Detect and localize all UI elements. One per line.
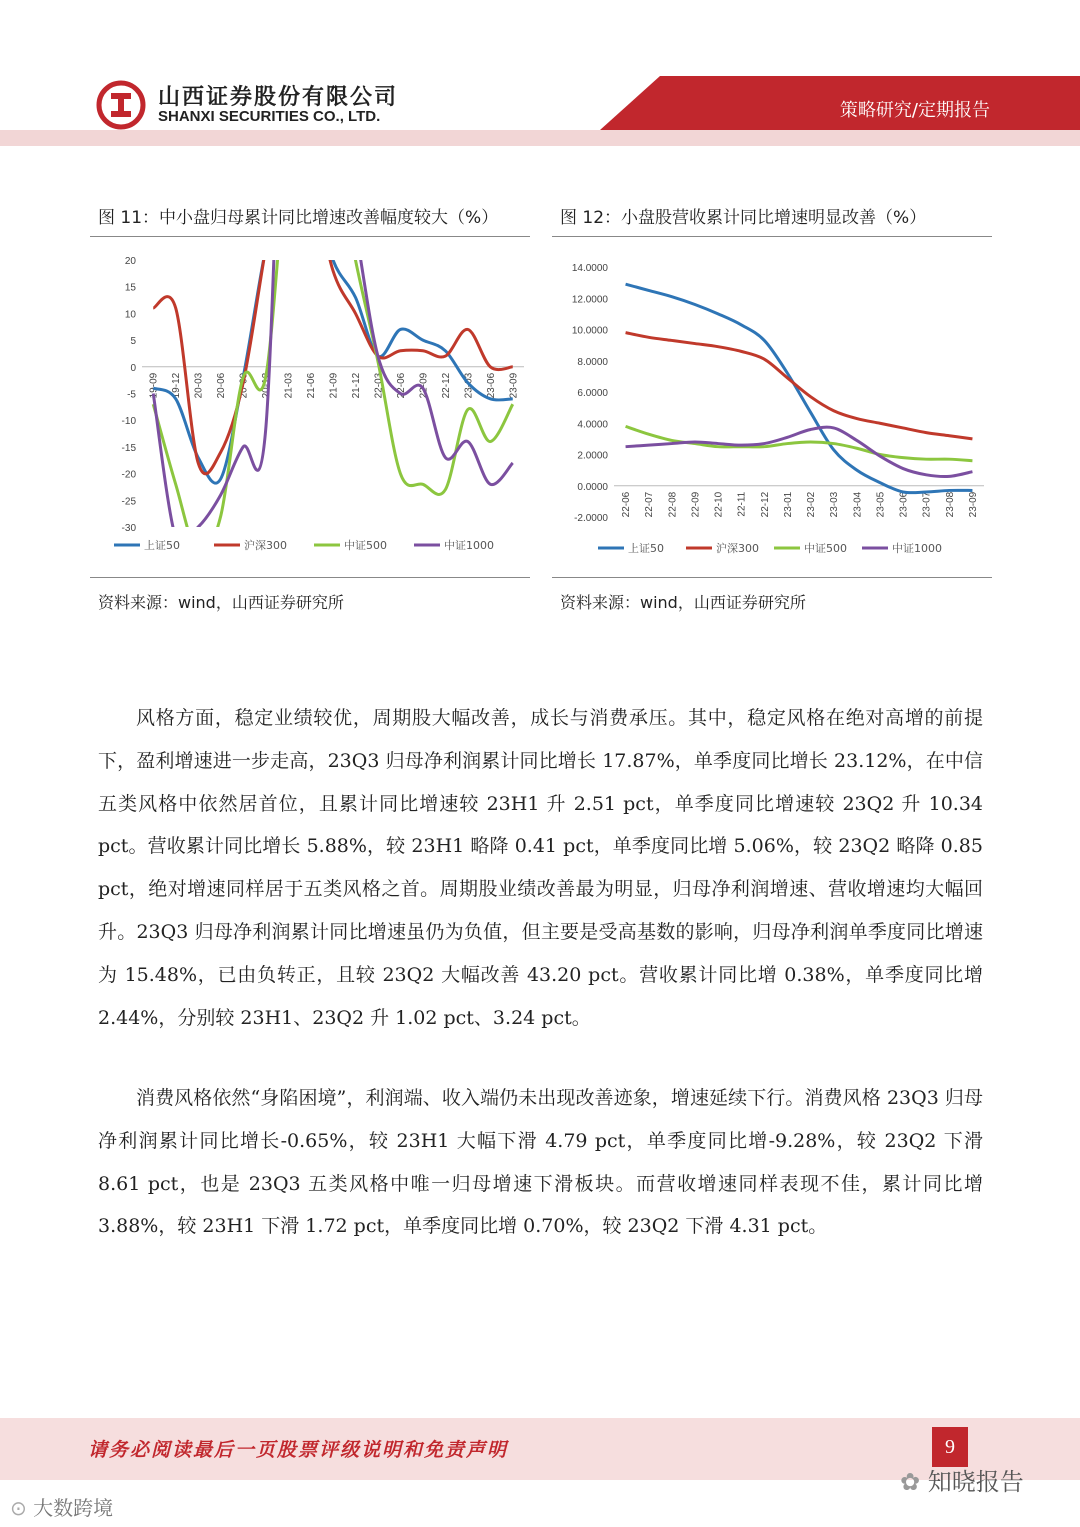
legend-label: 沪深300 [244,539,287,552]
figure-title: 图 12：小盘股营收累计同比增速明显改善（%） [552,200,992,237]
x-tick-label: 23-07 [921,491,933,518]
x-tick-label: 23-03 [463,372,475,399]
y-tick-label: 8.0000 [577,356,608,368]
legend-label: 中证1000 [444,539,494,552]
x-tick-label: 23-09 [967,491,979,518]
x-tick-label: 23-04 [852,491,864,518]
y-tick-label: 12.0000 [571,294,608,306]
watermark-right-text: 知晓报告 [927,1468,1024,1496]
y-tick-label: 20 [124,256,136,267]
figure-source: 资料来源：wind，山西证券研究所 [552,577,992,613]
series-line [626,333,973,439]
series-line [626,427,973,476]
y-tick-label: 10.0000 [571,325,608,337]
x-tick-label: 22-12 [440,372,452,399]
company-logo-icon [96,80,146,130]
body-paragraph: 消费风格依然“身陷困境”，利润端、收入端仍未出现改善迹象，增速延续下行。消费风格 23Q3 归母净利润累计同比增长-0.65%，较 23H1 大幅下滑 4.79 pct，单季度同比增-9.28%，较 23Q2 下滑 8.61 pct，也是 23Q3 五类风格中唯一归母增速下滑板块。而营收增速同样表现不佳，累计同比增 3.88%，较 23H1 下滑 1.72 pct，单季度同比增 0.70%，较 23Q2 下滑 4.31 pct。 [98,1087,983,1238]
chart-figure-12 [552,237,992,577]
x-tick-label: 23-06 [898,491,910,518]
watermark-left [10,1492,113,1521]
x-tick-label: 20-12 [261,372,273,399]
figure-source: 资料来源：wind，山西证券研究所 [90,577,530,613]
body-paragraph: 风格方面，稳定业绩较优，周期股大幅改善，成长与消费承压。其中，稳定风格在绝对高增的前提下，盈利增速进一步走高，23Q3 归母净利润累计同比增长 17.87%，单季度同比增长 23.12%，在中信五类风格中依然居首位，且累计同比增速较 23H1 升 2.51 pct，单季度同比增速较 23Q2 升 10.34 pct。营收累计同比增长 5.88%，较 23H1 略降 0.41 pct，单季度同比增 5.06%，较 23Q2 略降 0.85 pct，绝对增速同样居于五类风格之首。周期股业绩改善最为明显，归母净利润增速、营收增速均大幅回升。23Q3 归母净利润累计同比增速虽仍为负值，但主要是受高基数的影响，归母净利润单季度同比增速为 15.48%，已由负转正，且较 23Q2 大幅改善 43.20 pct。营收累计同比增 0.38%，单季度同比增 2.44%，分别较 23H1、23Q2 升 1.02 pct、3.24 pct。 [98,707,983,1029]
page-header [0,0,1080,150]
y-tick-label: -5 [127,389,136,401]
x-tick-label: 23-01 [782,491,794,518]
disclaimer-text: 请务必阅读最后一页股票评级说明和免责声明 [88,1439,509,1461]
company-name-cn: 山西证券股份有限公司 [158,85,399,110]
y-tick-label: 5 [130,336,136,348]
y-tick-label: -15 [121,442,136,454]
page-number: 9 [932,1427,968,1467]
chart-figure-11 [90,237,530,577]
x-tick-label: 22-11 [736,491,748,517]
x-tick-label: 21-12 [350,372,362,399]
x-tick-label: 22-10 [713,491,725,518]
legend-label: 上证50 [628,542,664,555]
y-tick-label: 14.0000 [571,263,608,274]
x-tick-label: 22-03 [373,372,385,399]
x-tick-label: 23-05 [875,491,887,518]
x-tick-label: 22-08 [667,491,679,518]
x-tick-label: 19-12 [171,372,183,399]
legend-label: 沪深300 [716,542,759,555]
y-tick-label: -20 [121,469,136,481]
x-tick-label: 22-07 [644,491,656,518]
x-tick-label: 21-09 [328,372,340,399]
legend-label: 上证50 [144,539,180,552]
x-tick-label: 22-06 [395,372,407,399]
legend-label: 中证1000 [892,542,942,555]
figure-11 [90,200,530,613]
x-tick-label: 23-02 [806,491,818,518]
legend-label: 中证500 [344,539,387,552]
y-tick-label: 15 [124,282,136,294]
x-tick-label: 22-06 [621,491,633,518]
x-tick-label: 23-09 [508,372,520,399]
x-tick-label: 23-06 [485,372,497,399]
y-tick-label: -10 [121,416,136,428]
x-tick-label: 23-08 [944,491,956,518]
y-tick-label: 4.0000 [577,419,608,431]
figure-12 [552,200,992,613]
y-tick-label: -2.0000 [574,513,608,524]
x-tick-label: 23-03 [829,491,841,518]
y-tick-label: 10 [124,309,136,321]
y-tick-label: -25 [121,496,136,508]
x-tick-label: 19-09 [148,372,160,399]
y-tick-label: 6.0000 [577,388,608,399]
report-type: 策略研究/定期报告 [839,100,990,121]
legend-label: 中证500 [804,542,847,555]
y-tick-label: 0.0000 [577,481,608,493]
x-tick-label: 20-09 [238,372,250,399]
y-tick-label: 2.0000 [577,450,608,462]
y-tick-label: -30 [121,523,136,534]
company-name-en: SHANXI SECURITIES CO., LTD. [158,108,381,125]
y-tick-label: 0 [130,362,136,374]
x-tick-label: 20-06 [216,372,228,399]
watermark-right [900,1462,1024,1497]
x-tick-label: 22-12 [759,491,771,518]
watermark-logo-icon: ⊙ [10,1496,34,1520]
x-tick-label: 21-06 [306,372,318,399]
watermark-left-text: 大数跨境 [33,1496,114,1520]
figure-title: 图 11：中小盘归母累计同比增速改善幅度较大（%） [90,200,530,237]
x-tick-label: 21-03 [283,372,295,399]
wechat-icon: ✿ [900,1468,928,1496]
x-tick-label: 22-09 [418,372,430,399]
x-tick-label: 20-03 [193,372,205,399]
x-tick-label: 22-09 [690,491,702,518]
